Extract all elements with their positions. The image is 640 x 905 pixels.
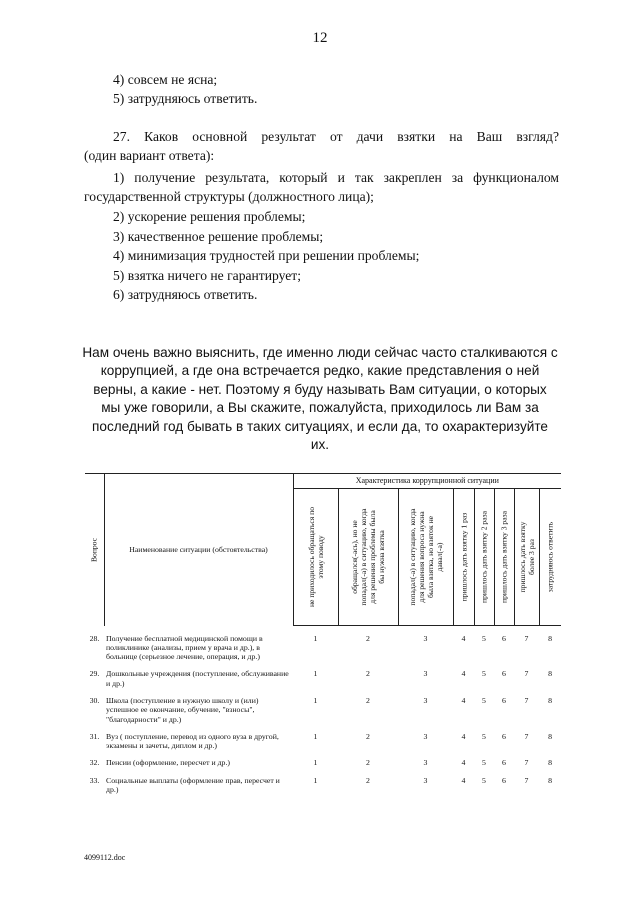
corruption-situations-table — [85, 473, 561, 794]
answer-code: 3 — [423, 758, 428, 768]
answer-code: 1 — [313, 758, 318, 768]
question-number: 33. — [89, 775, 100, 785]
characteristic-column-header: пришлось дать взятку 1 раз — [453, 489, 474, 626]
characteristic-column-header: обращался(-ась), но не попадал(-а) в ситуацию, когда для решения проблемы была бы нужна взятка — [338, 489, 398, 626]
answer-code: 1 — [313, 695, 318, 705]
situation-name: Дошкольные учреждения (поступление, обслуживание и др.) — [106, 669, 289, 688]
option-line: 5) затрудняюсь ответить. — [113, 91, 258, 106]
answer-code: 3 — [423, 775, 428, 785]
answer-code: 7 — [524, 669, 529, 679]
answer-code: 4 — [461, 758, 466, 768]
question-column-header: Вопрос — [85, 474, 104, 626]
answer-code: 6 — [502, 758, 506, 768]
question-number: 30. — [89, 695, 100, 705]
situation-name: Пенсии (оформление, пересчет и др.) — [106, 758, 230, 768]
answer-code: 6 — [502, 695, 506, 705]
table-row — [85, 750, 561, 767]
table-row — [85, 724, 561, 751]
answer-code: 3 — [423, 695, 428, 705]
page-number: 12 — [312, 30, 328, 46]
characteristic-column-header: пришлось дать взятку более 3 раз — [514, 489, 539, 626]
answer-code: 5 — [482, 695, 486, 705]
answer-code: 6 — [502, 669, 506, 679]
answer-code: 6 — [502, 634, 506, 643]
situation-name: Социальные выплаты (оформление прав, пересчет и др.) — [106, 775, 280, 795]
table-row — [85, 688, 561, 724]
answer-code: 7 — [524, 634, 529, 643]
table-row — [85, 626, 561, 662]
answer-code: 4 — [461, 775, 466, 785]
option-line: 6) затрудняюсь ответить. — [113, 287, 258, 302]
answer-code: 2 — [366, 731, 370, 741]
answer-code: 5 — [482, 669, 486, 679]
question-number: 32. — [89, 758, 100, 768]
characteristic-column-header: попадал(-а) в ситуацию, когда для решения вопроса нужна была взятка, но взяток не давал(-а) — [398, 489, 453, 626]
answer-code: 7 — [524, 758, 529, 768]
answer-code: 3 — [423, 669, 428, 679]
characteristic-column-header: затрудняюсь ответить — [539, 489, 561, 626]
answer-code: 8 — [548, 695, 552, 705]
answer-code: 2 — [366, 695, 370, 705]
option-line: государственной структуры (должностного лица); — [84, 189, 374, 204]
intro-paragraph: Нам очень важно выяснить, где именно люди сейчас часто сталкиваются с коррупцией, а где она встречается редко, какие представления о ней верны, а какие - нет. Поэтому я буду называть Вам ситуации, о которых мы уже говорили, а Вы скажите, пожалуйста, приходилось ли Вам за последний год бывать в таких ситуациях, и если да, то охарактеризуйте их. — [82, 345, 558, 453]
option-line: 4) совсем не ясна; — [113, 72, 218, 87]
answer-code: 8 — [548, 731, 552, 741]
answer-code: 5 — [482, 775, 486, 785]
answer-code: 5 — [482, 731, 486, 741]
characteristic-column-header: пришлось дать взятку 3 раза — [494, 489, 514, 626]
situation-name: Вуз ( поступление, перевод из одного вуза в другой, экзамены и зачеты, диплом и др.) — [106, 731, 279, 751]
characteristic-column-header: пришлось дать взятку 2 раза — [474, 489, 494, 626]
answer-code: 6 — [502, 731, 506, 741]
answer-code: 1 — [313, 669, 318, 679]
table-row — [85, 661, 561, 688]
situation-name: Школа (поступление в нужную школу и (или) успешное ее окончание, обучение, "взносы", "благодарности" и др.) — [106, 695, 259, 724]
answer-code: 8 — [548, 669, 552, 679]
answer-code: 5 — [482, 758, 486, 768]
situation-column-header: Наименование ситуации (обстоятельства) — [104, 474, 293, 626]
answer-code: 1 — [313, 634, 318, 643]
option-line: 3) качественное решение проблемы; — [113, 229, 324, 244]
answer-code: 3 — [423, 634, 428, 643]
answer-code: 5 — [482, 634, 486, 643]
question-27-title: 27. Каков основной результат от дачи взятки на Ваш взгляд? — [113, 129, 559, 144]
table-row — [85, 768, 561, 795]
footer-filename: 4099112.doc — [84, 853, 126, 862]
characteristic-column-header: не приходилось обращаться по этому поводу — [293, 489, 338, 626]
answer-code: 7 — [524, 731, 529, 741]
option-line: 1) получение результата, который и так закреплен за функционалом — [113, 170, 559, 185]
option-line: 2) ускорение решения проблемы; — [113, 209, 306, 224]
option-line: 4) минимизация трудностей при решении проблемы; — [113, 248, 420, 263]
question-number: 28. — [89, 633, 100, 643]
situation-name: Получение бесплатной медицинской помощи в поликлинике (анализы, прием у врача и др.), в больнице (серьезное лечение, операция, и др.) — [106, 633, 263, 662]
question-number: 29. — [89, 669, 100, 679]
answer-code: 8 — [548, 775, 552, 785]
answer-code: 6 — [502, 775, 506, 785]
characteristic-group-header: Характеристика коррупционной ситуации — [293, 474, 561, 489]
answer-code: 1 — [313, 731, 318, 741]
answer-code: 2 — [366, 758, 370, 768]
question-number: 31. — [89, 731, 100, 741]
answer-code: 2 — [366, 669, 370, 679]
answer-code: 4 — [461, 731, 466, 741]
answer-code: 1 — [313, 775, 318, 785]
answer-code: 4 — [461, 669, 466, 679]
answer-code: 2 — [366, 634, 370, 643]
answer-code: 3 — [423, 731, 428, 741]
answer-code: 4 — [461, 695, 466, 705]
answer-code: 7 — [524, 775, 529, 785]
answer-code: 7 — [524, 695, 529, 705]
option-line: 5) взятка ничего не гарантирует; — [113, 268, 302, 283]
question-27-subtitle: (один вариант ответа): — [84, 148, 215, 163]
answer-code: 8 — [548, 758, 552, 768]
answer-code: 8 — [548, 634, 552, 643]
answer-code: 4 — [461, 634, 466, 643]
answer-code: 2 — [366, 775, 370, 785]
